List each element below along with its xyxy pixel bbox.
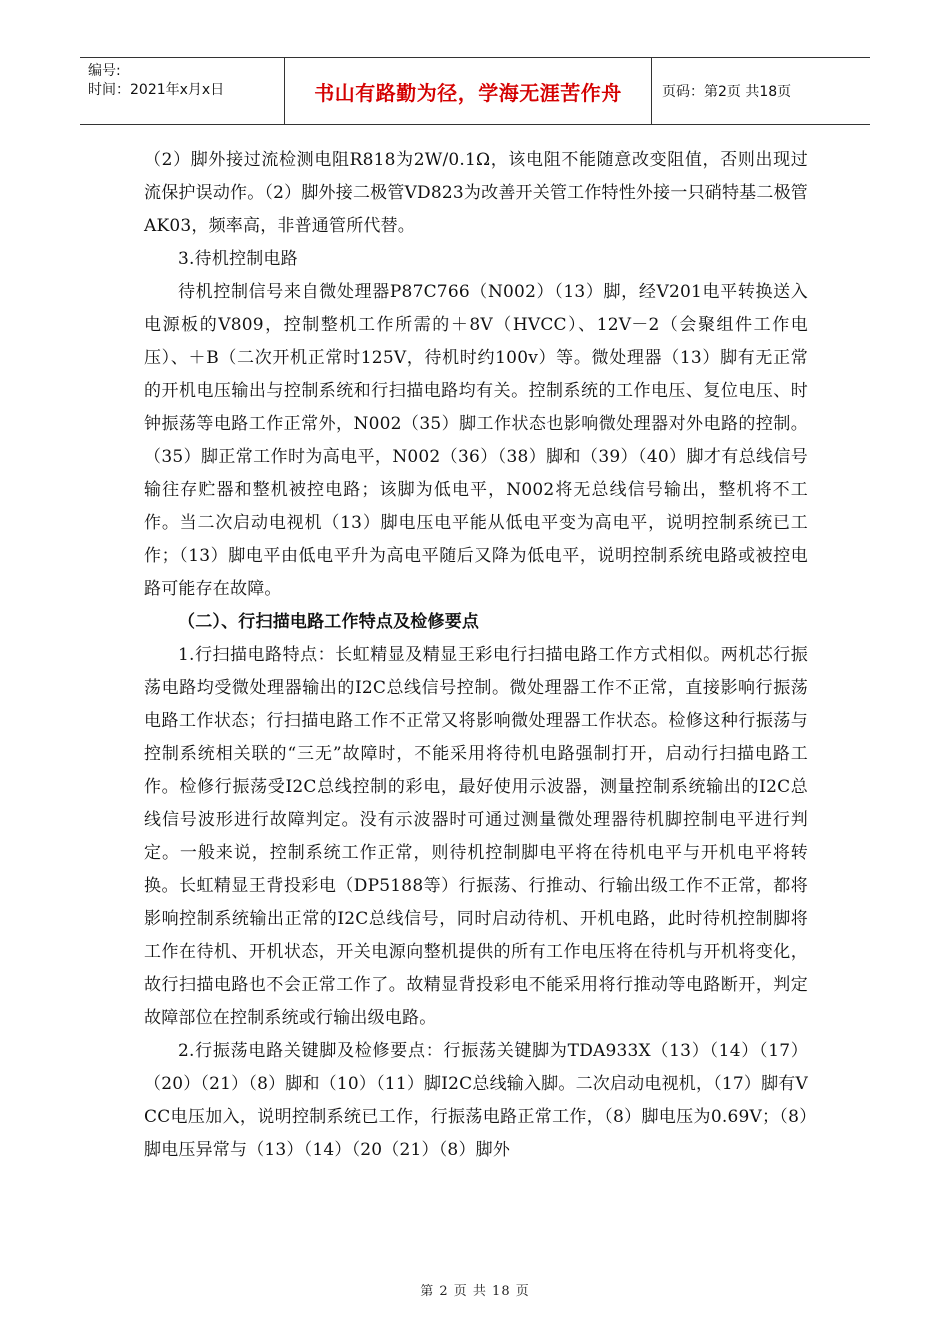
paragraph-resistor-notes: （2）脚外接过流检测电阻R818为2W/0.1Ω，该电阻不能随意改变阻值，否则出现过流保护误动作。（2）脚外接二极管VD823为改善开关管工作特性外接一只硝特基二极管AK03，频率高，非普通管所代替。 (144, 150, 808, 236)
header-page-cell (652, 58, 870, 124)
header-motto-cell (284, 58, 652, 124)
header-motto: 书山有路勤为径，学海无涯苦作舟 (314, 80, 622, 105)
page-footer: 第 2 页 共 18 页 (420, 1284, 530, 1299)
section-standby-title: 3.待机控制电路 (178, 249, 298, 269)
paragraph-line-scan-features: 1.行扫描电路特点：长虹精显及精显王彩电行扫描电路工作方式相似。两机芯行振荡电路均受微处理器输出的I2C总线信号控制。微处理器工作不正常，直接影响行振荡电路工作状态；行扫描电路工作不正常又将影响微处理器工作状态。检修这种行振荡与控制系统相关联的“三无”故障时，不能采用将待机电路强制打开，启动行扫描电路工作。检修行振荡受I2C总线控制的彩电，最好使用示波器，测量控制系统输出的I2C总线信号波形进行故障判定。没有示波器时可通过测量微处理器待机脚控制电平进行判定。一般来说，控制系统工作正常，则待机控制脚电平将在待机电平与开机电平将转换。长虹精显王背投彩电（DP5188等）行振荡、行推动、行输出级工作不正常，都将影响控制系统输出正常的I2C总线信号，同时启动待机、开机电路，此时待机控制脚将工作在待机、开机状态，开关电源向整机提供的所有工作电压将在待机与开机将变化，故行扫描电路也不会正常工作了。故精显背投彩电不能采用将行推动等电路断开，判定故障部位在控制系统或行输出级电路。 (144, 645, 808, 1028)
header-meta-cell (80, 58, 284, 124)
document-time-label: 时间：2021年x月x日 (88, 82, 225, 98)
paragraph-line-oscillator-pins: 2.行振荡电路关键脚及检修要点：行振荡关键脚为TDA933X（13）（14）（17）（20）（21）（8）脚和（10）（11）脚I2C总线输入脚。二次启动电视机，（17）脚有VCC电压加入，说明控制系统已工作，行振荡电路正常工作，（8）脚电压为0.69V；（8）脚电压异常与（13）（14）（20（21）（8）脚外 (144, 1041, 808, 1160)
section-heading-line-scan: （二）、行扫描电路工作特点及检修要点 (178, 612, 480, 632)
header-page-info: 页码：第2页 共18页 (662, 84, 792, 100)
paragraph-standby-control: 待机控制信号来自微处理器P87C766（N002）（13）脚，经V201电平转换送入电源板的V809，控制整机工作所需的＋8V（HVCC）、12V－2（会聚组件工作电压）、＋B（二次开机正常时125V，待机时约100v）等。微处理器（13）脚有无正常的开机电压输出与控制系统和行扫描电路均有关。控制系统的工作电压、复位电压、时钟振荡等电路工作正常外，N002（35）脚工作状态也影响微处理器对外电路的控制。（35）脚正常工作时为高电平，N002（36）（38）脚和（39）（40）脚才有总线信号输往存贮器和整机被控电路；该脚为低电平，N002将无总线信号输出，整机将不工作。当二次启动电视机（13）脚电压电平能从低电平变为高电平，说明控制系统已工作；（13）脚电平由低电平升为高电平随后又降为低电平，说明控制系统电路或被控电路可能存在故障。 (144, 282, 808, 599)
document-body (144, 144, 808, 1167)
document-number-label: 编号: (88, 63, 121, 79)
header-table (80, 57, 870, 125)
